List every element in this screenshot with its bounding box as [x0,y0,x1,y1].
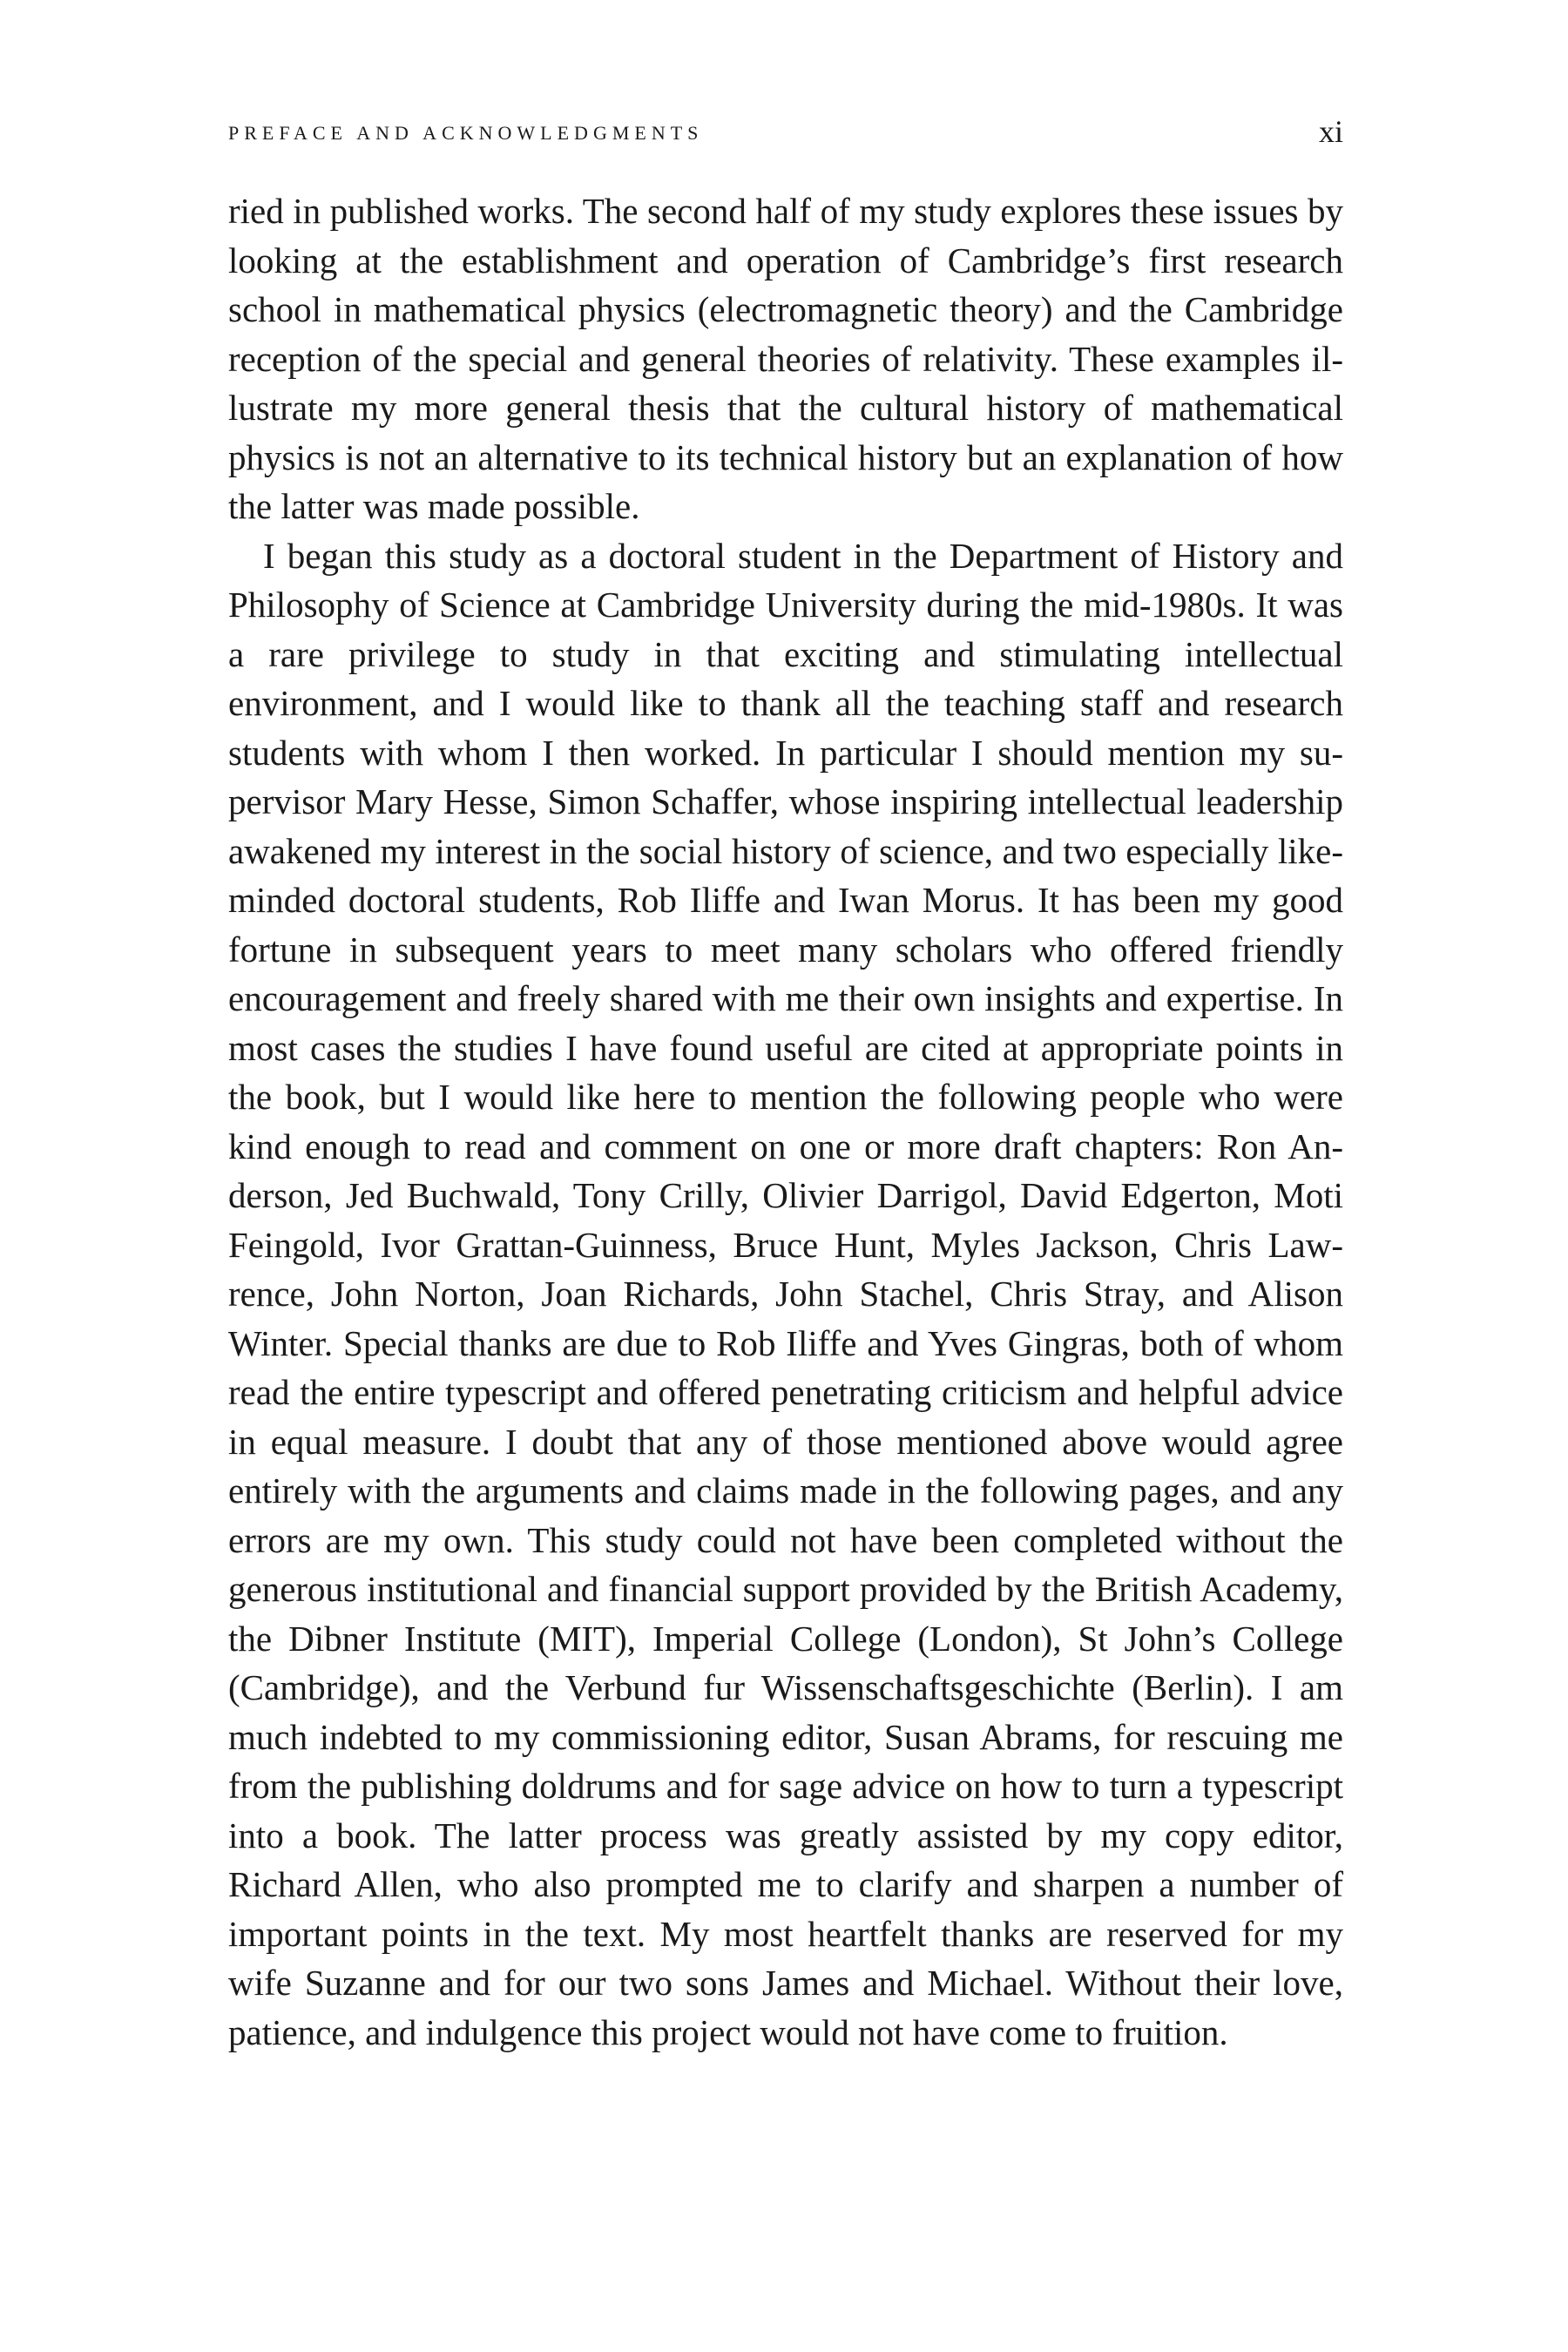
paragraph-continued: ried in published works. The second half of my study explores these issues by looking at the establishment and operation of Cambridge’s first research school in mathematical physics (electromagnetic theory) and the Cambridge reception of the special and general theories of relativity. These examples illustrate my more general thesis that the cultural history of mathematical physics is not an alternative to its technical history but an explanation of how the latter was made possible. [228,191,1343,526]
page-number: xi [1318,114,1343,149]
running-head-title: PREFACE AND ACKNOWLEDGMENTS [228,122,704,144]
body-text [228,186,1343,2057]
running-head [228,113,1343,162]
book-page [228,113,1343,2057]
paragraph-acknowledgments: I began this study as a doctoral student in the Department of History and Philosophy of Science at Cambridge University during the mid-1980s. It was a rare privilege to study in that exciting and stimulating intellectual environment, and I would like to thank all the teaching staff and research students with whom I then worked. In particular I should mention my supervisor Mary Hesse, Simon Schaffer, whose inspiring intellectual leadership awakened my interest in the social history of science, and two especially like-minded doctoral students, Rob Iliffe and Iwan Morus. It has been my good fortune in subsequent years to meet many scholars who offered friendly encouragement and freely shared with me their own insights and expertise. In most cases the studies I have found useful are cited at appropriate points in the book, but I would like here to mention the following people who were kind enough to read and comment on one or more draft chapters: Ron Anderson, Jed Buchwald, Tony Crilly, Olivier Darrigol, David Edgerton, Moti Feingold, Ivor Grattan-Guinness, Bruce Hunt, Myles Jackson, Chris Lawrence, John Norton, Joan Richards, John Stachel, Chris Stray, and Alison Winter. Special thanks are due to Rob Iliffe and Yves Gingras, both of whom read the entire typescript and offered penetrating criticism and helpful advice in equal measure. I doubt that any of those mentioned above would agree entirely with the arguments and claims made in the following pages, and any errors are my own. This study could not have been completed without the generous institutional and financial support provided by the British Academy, the Dibner Institute (MIT), Imperial College (London), St John’s College (Cambridge), and the Verbund fur Wissenschaftsgeschichte (Berlin). I am much indebted to my commissioning editor, Susan Abrams, for rescuing me from the publishing doldrums and for sage advice on how to turn a typescript into a book. The latter process was greatly assisted by my copy editor, Richard Allen, who also prompted me to clarify and sharpen a number of important points in the text. My most heartfelt thanks are reserved for my wife Suzanne and for our two sons James and Michael. Without their love, patience, and indulgence this project would not have come to fruition. [228,535,1343,2052]
